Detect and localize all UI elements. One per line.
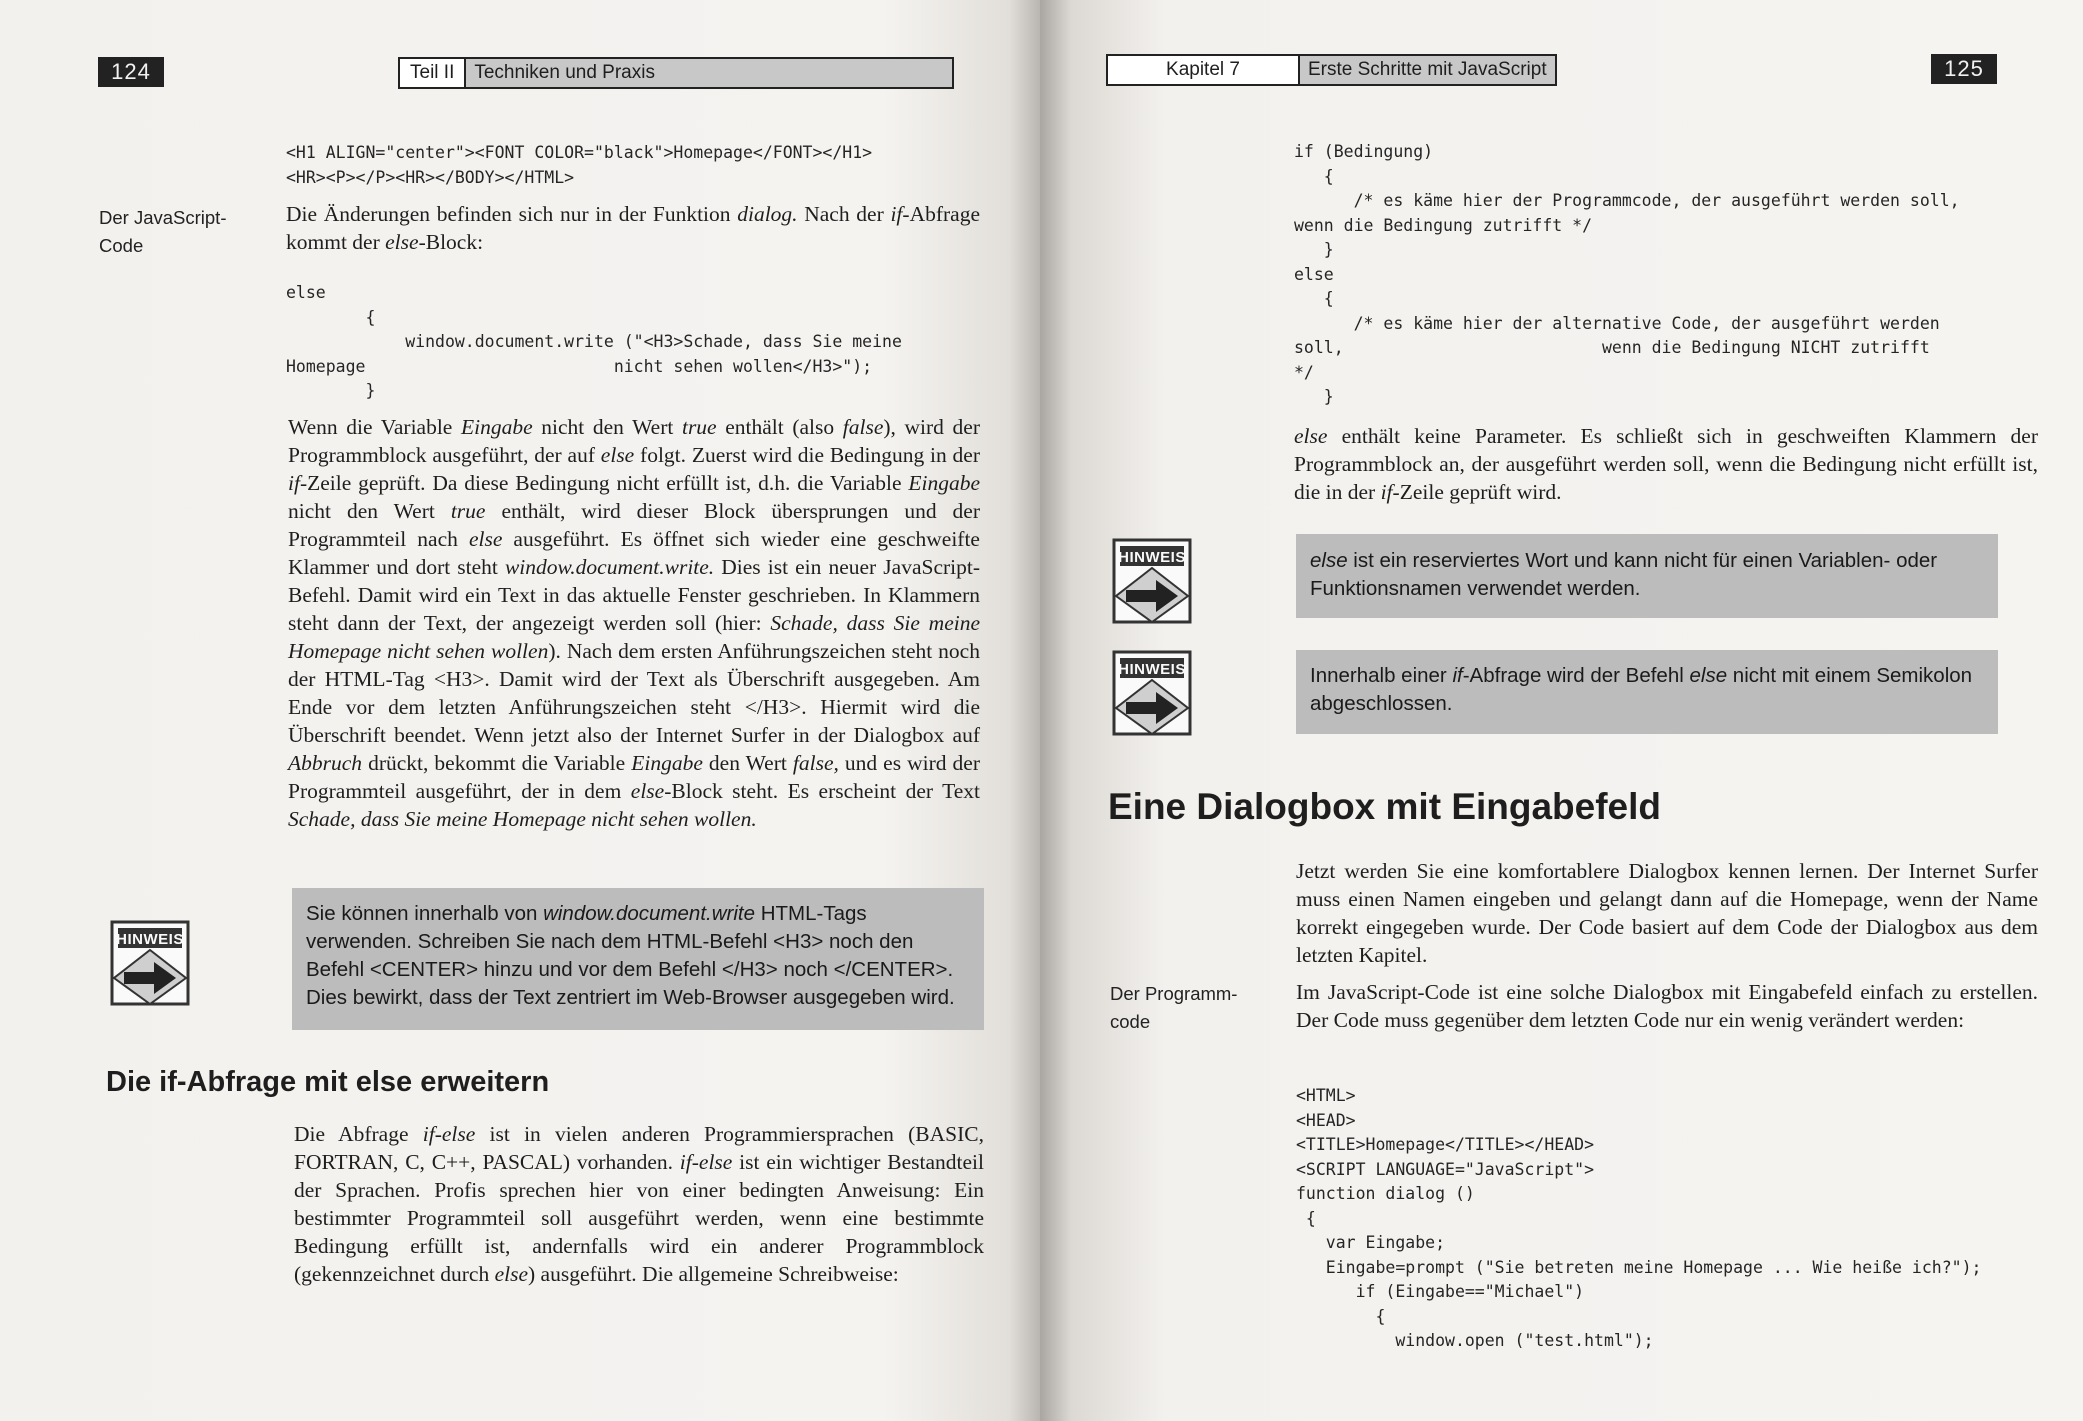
code-block-else: else { window.document.write ("<H3>Schade, dass Sie meine Homepage nicht sehen wollen</H3>"); }: [286, 283, 902, 400]
paragraph-code-intro: Im JavaScript-Code ist eine solche Dialogbox mit Eingabefeld einfach zu erstellen. Der Code muss gegenüber dem letzten Code nur ein wenig verändert werden:: [1296, 980, 2038, 1032]
margin-label-javascript-code: Der JavaScript- Code: [99, 207, 227, 256]
hinweis-label: HINWEIS: [116, 931, 184, 948]
section-heading-dialogbox: Eine Dialogbox mit Eingabefeld: [1108, 786, 1662, 827]
running-header: [398, 57, 954, 87]
hinweis-icon: [110, 920, 190, 1006]
paragraph-else: else enthält keine Parameter. Es schließt sich in geschweiften Klammern der Programmblock an, der ausgeführt werden soll, wenn die Bedingung nicht erfüllt ist, die in der if-Zeile geprüft wird.: [1294, 424, 2038, 504]
note-reserved-word: else ist ein reserviertes Wort und kann nicht für einen Variablen- oder Funktionsnamen verwendet werden.: [1296, 534, 1998, 618]
hinweis-label: HINWEIS: [1118, 661, 1186, 678]
header-title: Erste Schritte mit JavaScript: [1300, 54, 1557, 86]
code-block-if-else-syntax: if (Bedingung) { /* es käme hier der Programmcode, der ausgeführt werden soll, wenn die Bedingung zutrifft */ } else { /* es käme hier der alternative Code, der ausgeführt werden soll, wenn die Bedingung NICHT zutrifft */ }: [1294, 142, 1960, 406]
page-number: 124: [98, 57, 164, 87]
margin-label-program-code: Der Programm- code: [1110, 983, 1238, 1032]
code-block-html-end: <H1 ALIGN="center"><FONT COLOR="black">Homepage</FONT></H1> <HR><P></P><HR></BODY></HTML>: [286, 143, 873, 187]
left-page: [0, 0, 1040, 1421]
paragraph-explanation: Wenn die Variable Eingabe nicht den Wert true enthält (also false), wird der Programmblock ausgeführt, der auf else folgt. Zuerst wird die Bedingung in der if-Zeile geprüft. Da diese Bedingung nicht erfüllt ist, d.h. die Variable Eingabe nicht den Wert true enthält, wird dieser Block übersprungen und der Programmteil nach else ausgeführt. Es öffnet sich wieder eine geschweifte Klammer und dort steht window.document.write. Dies ist ein neuer JavaScript-Befehl. Damit wird ein Text in das aktuelle Fenster geschrieben. In Klammern steht dann der Text, der angezeigt werden soll (hier: Schade, dass Sie meine Homepage nicht sehen wollen). Nach dem ersten Anführungszeichen steht noch der HTML-Tag <H3>. Damit wird der Text als Überschrift ausgegeben. Am Ende vor dem letzten Anführungszeichen steht </H3>. Hiermit wird die Überschrift beendet. Wenn jetzt also der Internet Surfer in der Dialogbox auf Abbruch drückt, bekommt die Variable Eingabe den Wert false, und es wird der Programmteil ausgeführt, der in dem else-Block steht. Es erscheint der Text Schade, dass Sie meine Homepage nicht sehen wollen.: [288, 415, 981, 831]
code-block-dialog-listing: <HTML> <HEAD> <TITLE>Homepage</TITLE></HEAD> <SCRIPT LANGUAGE="JavaScript"> function dialog () { var Eingabe; Eingabe=prompt ("Sie betreten meine Homepage ... Wie heiße ich?"); if (Eingabe=="Michael") { window.open ("test.html");: [1296, 1086, 1982, 1350]
header-part: Teil II: [398, 57, 466, 89]
section-heading-if-else: Die if-Abfrage mit else erweitern: [106, 1066, 550, 1098]
header-title: Techniken und Praxis: [466, 57, 954, 89]
note-html-tags: Sie können innerhalb von window.document.write HTML-Tags verwenden. Schreiben Sie nach dem HTML-Befehl <H3> noch den Befehl <CENTER> hinzu und vor dem Befehl </H3> noch </CENTER>. Dies bewirkt, dass der Text zentriert im Web-Browser ausgegeben wird.: [292, 888, 984, 1030]
header-chapter: Kapitel 7: [1106, 54, 1300, 86]
running-header: [1106, 54, 1557, 84]
note-semicolon: Innerhalb einer if-Abfrage wird der Befehl else nicht mit einem Semikolon abgeschlossen.: [1296, 650, 1998, 734]
right-page: [1040, 0, 2083, 1421]
hinweis-label: HINWEIS: [1118, 549, 1186, 566]
hinweis-icon: [1112, 650, 1192, 736]
hinweis-icon: [1112, 538, 1192, 624]
paragraph-intro: Jetzt werden Sie eine komfortablere Dialogbox kennen lernen. Der Internet Surfer muss einen Namen eingeben und gelangt dann auf die Homepage, wenn der Name korrekt eingegeben wurde. Der Code basiert auf dem Code der Dialogbox aus dem letzten Kapitel.: [1296, 859, 2038, 967]
paragraph-changes: Die Änderungen befinden sich nur in der Funktion dialog. Nach der if-Abfrage kommt der else-Block:: [286, 202, 980, 254]
page-number: 125: [1931, 54, 1997, 84]
paragraph-if-else: Die Abfrage if-else ist in vielen anderen Programmiersprachen (BASIC, FORTRAN, C, C++, PASCAL) vorhanden. if-else ist ein wichtiger Bestandteil der Sprachen. Profis sprechen hier von einer bedingten Anweisung: Ein bestimmter Programmteil soll ausgeführt werden, wenn eine bestimmte Bedingung erfüllt ist, andernfalls wird ein anderer Programmblock (gekennzeichnet durch else) ausgeführt. Die allgemeine Schreibweise:: [294, 1122, 984, 1286]
